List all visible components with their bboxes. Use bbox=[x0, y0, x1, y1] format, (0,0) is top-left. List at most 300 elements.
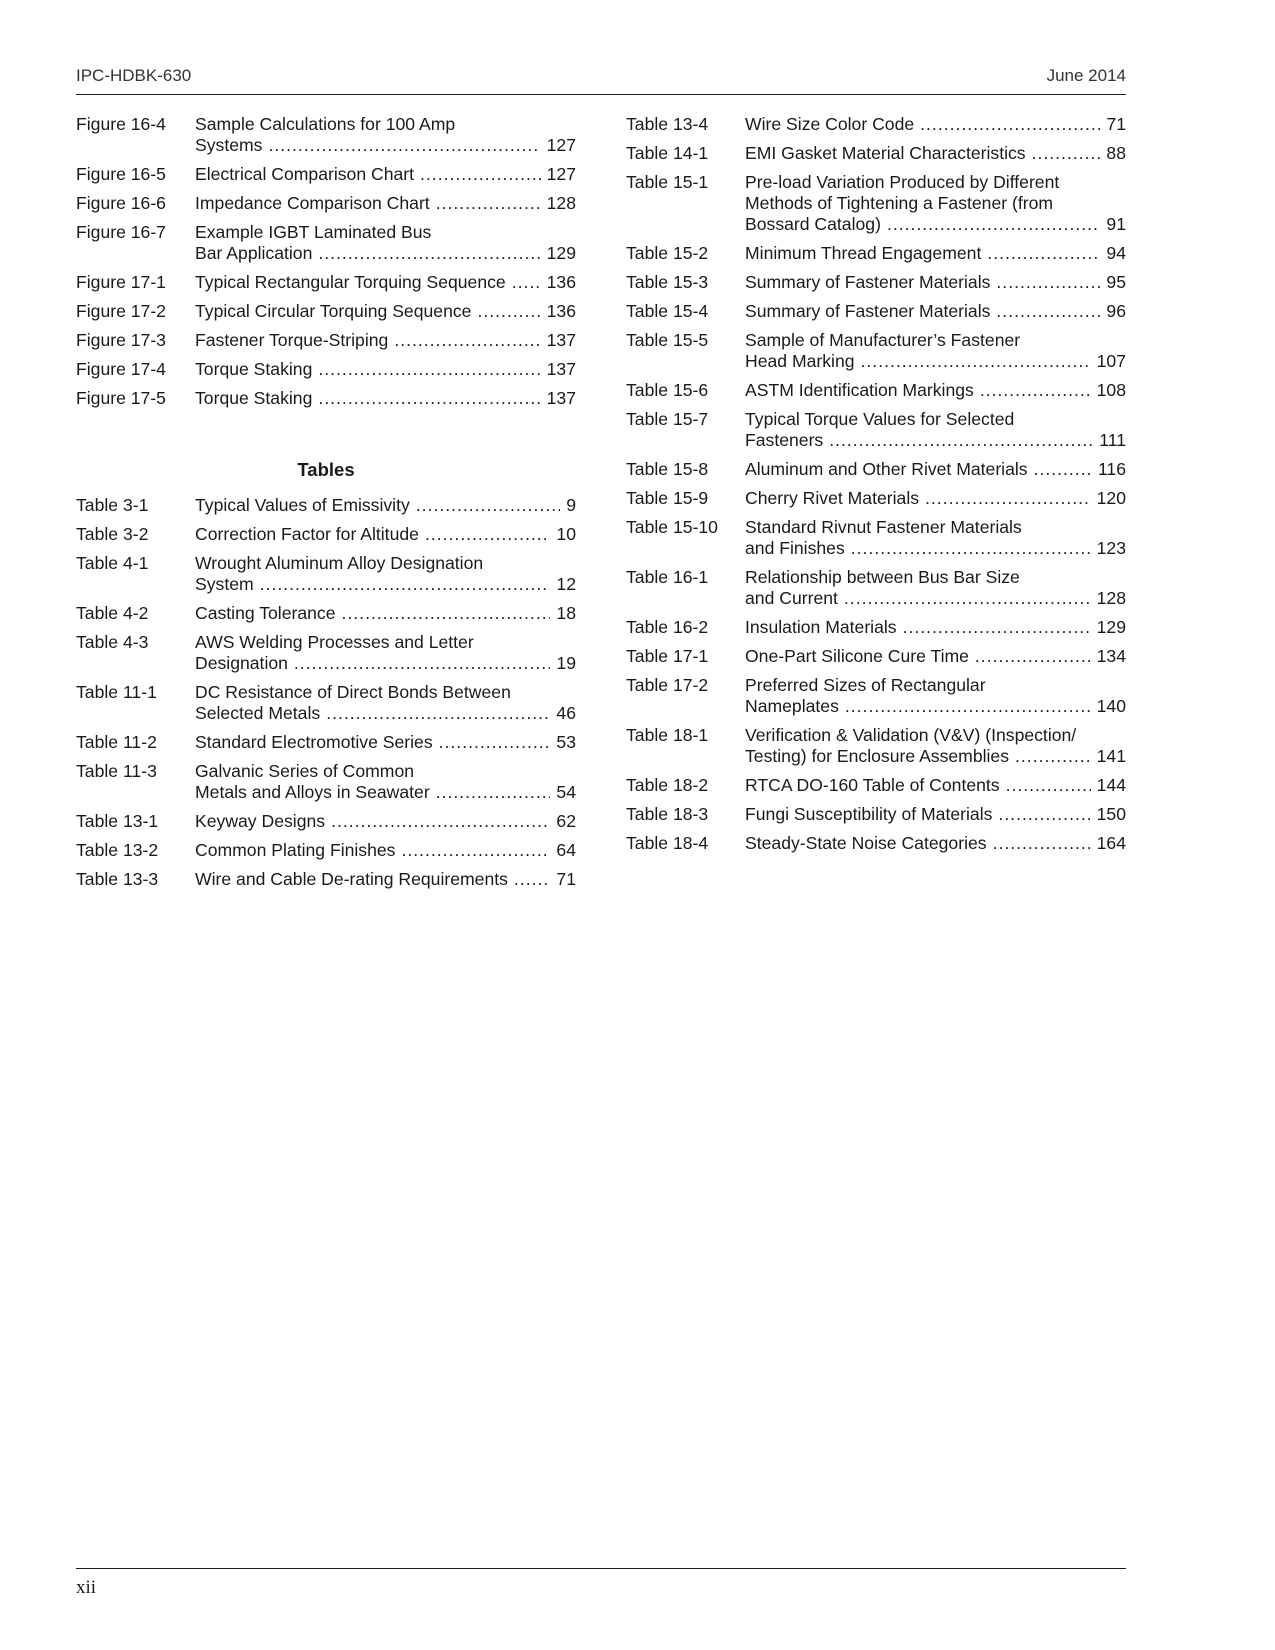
dot-leader bbox=[996, 301, 1100, 322]
toc-entry-last-line bbox=[195, 272, 576, 293]
toc-entry-title-line: AWS Welding Processes and Letter bbox=[195, 632, 474, 652]
toc-entry[interactable] bbox=[76, 682, 576, 724]
toc-entry-body bbox=[195, 869, 576, 890]
toc-entry-title-line: Testing) for Enclosure Assemblies bbox=[745, 746, 1010, 766]
toc-entry-label: Table 16-1 bbox=[626, 567, 709, 587]
dot-leader bbox=[829, 430, 1093, 451]
dot-leader bbox=[1015, 746, 1091, 767]
toc-entry-title-line: System bbox=[195, 574, 254, 594]
toc-entry-last-line bbox=[745, 746, 1126, 767]
dot-leader bbox=[260, 574, 551, 595]
dot-leader bbox=[1032, 143, 1101, 164]
toc-entry-label: Figure 16-6 bbox=[76, 193, 166, 213]
toc-entry-label: Table 15-4 bbox=[626, 301, 709, 321]
dot-leader bbox=[477, 301, 540, 322]
toc-entry-page-number: 71 bbox=[556, 869, 576, 889]
toc-entry-page-number: 107 bbox=[1096, 351, 1126, 371]
toc-entry-body bbox=[195, 301, 576, 322]
toc-entry[interactable] bbox=[76, 869, 576, 890]
toc-entry-label: Table 17-1 bbox=[626, 646, 709, 666]
toc-entry-page-number: 164 bbox=[1096, 833, 1126, 853]
toc-entry-last-line bbox=[745, 214, 1126, 235]
toc-entry[interactable] bbox=[626, 301, 1126, 322]
toc-entry-body bbox=[745, 143, 1126, 164]
toc-entry-body bbox=[195, 388, 576, 409]
toc-entry[interactable] bbox=[76, 811, 576, 832]
toc-entry-body bbox=[745, 725, 1126, 767]
toc-right-column bbox=[626, 114, 1126, 862]
page-footer bbox=[76, 1568, 1126, 1598]
toc-entry-label: Figure 17-3 bbox=[76, 330, 166, 350]
toc-entry-label: Figure 16-7 bbox=[76, 222, 166, 242]
dot-leader bbox=[514, 869, 551, 890]
toc-entry-label: Figure 17-4 bbox=[76, 359, 166, 379]
toc-entry-body bbox=[195, 359, 576, 380]
dot-leader bbox=[1034, 459, 1092, 480]
toc-entry-page-number: 19 bbox=[556, 653, 576, 673]
toc-entry-label: Table 14-1 bbox=[626, 143, 709, 163]
toc-entry[interactable] bbox=[76, 301, 576, 322]
toc-entry-title-line: Designation bbox=[195, 653, 288, 673]
toc-entry-title-line: Fungi Susceptibility of Materials bbox=[745, 804, 993, 824]
dot-leader bbox=[980, 380, 1091, 401]
toc-entry-title-line: Systems bbox=[195, 135, 263, 155]
toc-entry-title-line: Standard Electromotive Series bbox=[195, 732, 433, 752]
toc-entry-title-line: ASTM Identification Markings bbox=[745, 380, 974, 400]
dot-leader bbox=[294, 653, 551, 674]
toc-entry-title-line: Nameplates bbox=[745, 696, 839, 716]
toc-entry[interactable] bbox=[76, 193, 576, 214]
dot-leader bbox=[920, 114, 1100, 135]
toc-entry-body bbox=[195, 632, 576, 674]
toc-entry-title-line: Typical Rectangular Torquing Sequence bbox=[195, 272, 506, 292]
toc-entry[interactable] bbox=[626, 646, 1126, 667]
dot-leader bbox=[436, 782, 551, 803]
toc-entry-last-line bbox=[745, 588, 1126, 609]
toc-entry-title-line: Metals and Alloys in Seawater bbox=[195, 782, 430, 802]
toc-entry-label: Figure 17-2 bbox=[76, 301, 166, 321]
toc-entry[interactable] bbox=[76, 388, 576, 409]
dot-leader bbox=[993, 833, 1091, 854]
toc-entry-label: Table 15-2 bbox=[626, 243, 709, 263]
toc-entry-page-number: 137 bbox=[546, 388, 576, 408]
toc-entry[interactable] bbox=[626, 488, 1126, 509]
dot-leader bbox=[975, 646, 1091, 667]
toc-entry[interactable] bbox=[76, 330, 576, 351]
toc-entry-last-line bbox=[195, 164, 576, 185]
toc-entry[interactable] bbox=[76, 761, 576, 803]
toc-entry-last-line bbox=[195, 495, 576, 516]
dot-leader bbox=[512, 272, 541, 293]
dot-leader bbox=[318, 359, 540, 380]
toc-entry-last-line bbox=[195, 603, 576, 624]
toc-entry-label: Table 15-6 bbox=[626, 380, 709, 400]
dot-leader bbox=[318, 243, 540, 264]
dot-leader bbox=[416, 495, 560, 516]
toc-entry-label: Table 4-3 bbox=[76, 632, 149, 652]
toc-entry-page-number: 12 bbox=[556, 574, 576, 594]
toc-entry-title-line: Methods of Tightening a Fastener (from bbox=[745, 193, 1054, 213]
toc-entry-title-line: and Finishes bbox=[745, 538, 845, 558]
toc-entry-page-number: 134 bbox=[1096, 646, 1126, 666]
toc-entry-title-line: Aluminum and Other Rivet Materials bbox=[745, 459, 1028, 479]
toc-entry-label: Table 15-5 bbox=[626, 330, 709, 350]
toc-entry-label: Table 11-3 bbox=[76, 761, 157, 781]
toc-entry-title-line: Selected Metals bbox=[195, 703, 321, 723]
dot-leader bbox=[394, 330, 540, 351]
toc-entry-last-line bbox=[195, 732, 576, 753]
toc-entry-title-line: Insulation Materials bbox=[745, 617, 897, 637]
toc-entry-label: Figure 16-5 bbox=[76, 164, 166, 184]
toc-entry-last-line bbox=[195, 301, 576, 322]
toc-entry-title-line: Correction Factor for Altitude bbox=[195, 524, 419, 544]
toc-entry-last-line bbox=[195, 869, 576, 890]
toc-entry-page-number: 150 bbox=[1096, 804, 1126, 824]
toc-entry-label: Table 15-7 bbox=[626, 409, 709, 429]
toc-entry[interactable] bbox=[626, 725, 1126, 767]
toc-entry-page-number: 144 bbox=[1096, 775, 1126, 795]
toc-entry-label: Table 13-3 bbox=[76, 869, 159, 889]
toc-entry-last-line bbox=[195, 653, 576, 674]
toc-entry-body bbox=[745, 833, 1126, 854]
document-date: June 2014 bbox=[1046, 66, 1126, 85]
dot-leader bbox=[318, 388, 540, 409]
toc-entry-body bbox=[195, 761, 576, 803]
toc-entry-last-line bbox=[195, 574, 576, 595]
toc-entry-last-line bbox=[745, 646, 1126, 667]
table-list bbox=[76, 495, 576, 890]
toc-entry-label: Table 13-4 bbox=[626, 114, 709, 134]
toc-entry-title-line: Fastener Torque-Striping bbox=[195, 330, 389, 350]
toc-entry-last-line bbox=[745, 459, 1126, 480]
toc-entry-label: Table 4-1 bbox=[76, 553, 149, 573]
toc-entry-last-line bbox=[745, 114, 1126, 135]
toc-entry-last-line bbox=[195, 524, 576, 545]
toc-entry-title-line: Preferred Sizes of Rectangular bbox=[745, 675, 986, 695]
dot-leader bbox=[342, 603, 551, 624]
toc-entry[interactable] bbox=[626, 114, 1126, 135]
dot-leader bbox=[925, 488, 1091, 509]
toc-entry[interactable] bbox=[626, 459, 1126, 480]
toc-entry[interactable] bbox=[626, 330, 1126, 372]
toc-entry-title-line: Standard Rivnut Fastener Materials bbox=[745, 517, 1022, 537]
toc-entry-title-line: Relationship between Bus Bar Size bbox=[745, 567, 1020, 587]
toc-entry-page-number: 91 bbox=[1106, 214, 1126, 234]
toc-entry-body bbox=[195, 330, 576, 351]
toc-entry-body bbox=[745, 172, 1126, 235]
dot-leader bbox=[903, 617, 1091, 638]
dot-leader bbox=[851, 538, 1091, 559]
toc-entry-body bbox=[745, 775, 1126, 796]
toc-entry-label: Table 13-2 bbox=[76, 840, 159, 860]
toc-entry-page-number: 140 bbox=[1096, 696, 1126, 716]
toc-entry-title-line: Typical Values of Emissivity bbox=[195, 495, 410, 515]
toc-entry[interactable] bbox=[626, 380, 1126, 401]
toc-entry-page-number: 108 bbox=[1096, 380, 1126, 400]
toc-entry-page-number: 18 bbox=[556, 603, 576, 623]
dot-leader bbox=[401, 840, 550, 861]
toc-entry-last-line bbox=[745, 538, 1126, 559]
toc-entry[interactable] bbox=[626, 243, 1126, 264]
toc-entry-page-number: 62 bbox=[556, 811, 576, 831]
toc-entry-label: Table 3-2 bbox=[76, 524, 149, 544]
toc-entry-body bbox=[195, 222, 576, 264]
toc-entry[interactable] bbox=[626, 409, 1126, 451]
toc-entry[interactable] bbox=[626, 617, 1126, 638]
toc-entry[interactable] bbox=[76, 359, 576, 380]
toc-entry-body bbox=[195, 114, 576, 156]
toc-entry-body bbox=[745, 409, 1126, 451]
toc-entry-page-number: 128 bbox=[546, 193, 576, 213]
toc-entry-title-line: Summary of Fastener Materials bbox=[745, 272, 991, 292]
toc-entry-last-line bbox=[745, 380, 1126, 401]
dot-leader bbox=[420, 164, 541, 185]
toc-entry-body bbox=[195, 682, 576, 724]
toc-entry[interactable] bbox=[626, 833, 1126, 854]
toc-entry-title-line: Bossard Catalog) bbox=[745, 214, 881, 234]
toc-entry-page-number: 94 bbox=[1106, 243, 1126, 263]
toc-entry-body bbox=[745, 380, 1126, 401]
toc-entry[interactable] bbox=[76, 495, 576, 516]
toc-entry-label: Figure 17-1 bbox=[76, 272, 166, 292]
toc-entry-page-number: 95 bbox=[1106, 272, 1126, 292]
toc-entry-body bbox=[195, 524, 576, 545]
toc-entry[interactable] bbox=[76, 553, 576, 595]
toc-entry-last-line bbox=[745, 804, 1126, 825]
page-header bbox=[76, 62, 1126, 95]
toc-entry[interactable] bbox=[626, 143, 1126, 164]
toc-entry-title-line: Verification & Validation (V&V) (Inspection/ bbox=[745, 725, 1077, 745]
dot-leader bbox=[268, 135, 540, 156]
toc-entry[interactable] bbox=[76, 222, 576, 264]
toc-entry-title-line: and Current bbox=[745, 588, 838, 608]
toc-entry-title-line: Typical Torque Values for Selected bbox=[745, 409, 1015, 429]
toc-entry-page-number: 136 bbox=[546, 272, 576, 292]
toc-entry-body bbox=[195, 811, 576, 832]
toc-entry-title-line: EMI Gasket Material Characteristics bbox=[745, 143, 1026, 163]
toc-entry-label: Table 11-2 bbox=[76, 732, 157, 752]
toc-entry[interactable] bbox=[626, 172, 1126, 235]
toc-entry-page-number: 71 bbox=[1106, 114, 1126, 134]
toc-entry[interactable] bbox=[626, 775, 1126, 796]
toc-entry[interactable] bbox=[626, 804, 1126, 825]
toc-entry-page-number: 129 bbox=[546, 243, 576, 263]
toc-entry-last-line bbox=[195, 359, 576, 380]
toc-entry-body bbox=[745, 272, 1126, 293]
figure-list bbox=[76, 114, 576, 409]
toc-entry-body bbox=[195, 164, 576, 185]
toc-entry[interactable] bbox=[76, 272, 576, 293]
toc-entry-label: Table 15-3 bbox=[626, 272, 709, 292]
toc-entry-title-line: Torque Staking bbox=[195, 388, 313, 408]
dot-leader bbox=[996, 272, 1100, 293]
toc-entry-last-line bbox=[745, 243, 1126, 264]
toc-entry-title-line: Bar Application bbox=[195, 243, 313, 263]
toc-entry-page-number: 137 bbox=[546, 359, 576, 379]
toc-entry-title-line: Electrical Comparison Chart bbox=[195, 164, 415, 184]
toc-entry-last-line bbox=[195, 330, 576, 351]
dot-leader bbox=[1006, 775, 1091, 796]
toc-entry-last-line bbox=[195, 135, 576, 156]
toc-entry-page-number: 116 bbox=[1097, 459, 1126, 479]
toc-entry[interactable] bbox=[76, 840, 576, 861]
toc-entry[interactable] bbox=[626, 567, 1126, 609]
toc-entry-page-number: 9 bbox=[566, 495, 576, 515]
toc-entry-title-line: Fasteners bbox=[745, 430, 824, 450]
toc-entry-title-line: Typical Circular Torquing Sequence bbox=[195, 301, 472, 321]
toc-entry[interactable] bbox=[76, 732, 576, 753]
toc-entry-label: Table 18-3 bbox=[626, 804, 709, 824]
toc-entry-label: Figure 17-5 bbox=[76, 388, 166, 408]
toc-entry-last-line bbox=[195, 703, 576, 724]
tables-section-title: Tables bbox=[297, 459, 355, 480]
toc-entry-title-line: DC Resistance of Direct Bonds Between bbox=[195, 682, 511, 702]
toc-entry-label: Table 16-2 bbox=[626, 617, 709, 637]
toc-entry-body bbox=[195, 495, 576, 516]
toc-entry-last-line bbox=[195, 193, 576, 214]
toc-entry-label: Table 18-1 bbox=[626, 725, 709, 745]
dot-leader bbox=[436, 193, 541, 214]
toc-entry-body bbox=[195, 732, 576, 753]
toc-entry-page-number: 46 bbox=[556, 703, 576, 723]
toc-entry-title-line: Wrought Aluminum Alloy Designation bbox=[195, 553, 484, 573]
toc-entry-title-line: Head Marking bbox=[745, 351, 855, 371]
toc-entry-last-line bbox=[195, 243, 576, 264]
page-number: xii bbox=[76, 1577, 97, 1598]
toc-entry-title-line: Impedance Comparison Chart bbox=[195, 193, 430, 213]
toc-entry-body bbox=[745, 243, 1126, 264]
toc-entry-title-line: Galvanic Series of Common bbox=[195, 761, 415, 781]
toc-entry-page-number: 120 bbox=[1096, 488, 1126, 508]
toc-entry-title-line: Keyway Designs bbox=[195, 811, 326, 831]
toc-entry-body bbox=[745, 804, 1126, 825]
toc-entry-body bbox=[195, 840, 576, 861]
toc-entry-page-number: 127 bbox=[546, 135, 576, 155]
toc-entry-label: Table 13-1 bbox=[76, 811, 159, 831]
toc-entry-title-line: RTCA DO-160 Table of Contents bbox=[745, 775, 1000, 795]
toc-entry-last-line bbox=[745, 351, 1126, 372]
toc-entry-body bbox=[745, 459, 1126, 480]
toc-entry-page-number: 137 bbox=[546, 330, 576, 350]
toc-entry[interactable] bbox=[626, 272, 1126, 293]
dot-leader bbox=[887, 214, 1100, 235]
toc-entry-title-line: Pre-load Variation Produced by Different bbox=[745, 172, 1060, 192]
toc-entry-body bbox=[745, 114, 1126, 135]
toc-entry-last-line bbox=[745, 301, 1126, 322]
toc-entry-title-line: Summary of Fastener Materials bbox=[745, 301, 991, 321]
toc-entry-label: Table 4-2 bbox=[76, 603, 149, 623]
toc-entry-label: Table 18-4 bbox=[626, 833, 709, 853]
toc-entry-label: Table 17-2 bbox=[626, 675, 709, 695]
dot-leader bbox=[861, 351, 1091, 372]
toc-entry-title-line: Steady-State Noise Categories bbox=[745, 833, 987, 853]
toc-entry[interactable] bbox=[76, 632, 576, 674]
toc-entry-page-number: 128 bbox=[1096, 588, 1126, 608]
toc-entry-label: Table 3-1 bbox=[76, 495, 149, 515]
table-list bbox=[626, 114, 1126, 854]
toc-entry-page-number: 127 bbox=[546, 164, 576, 184]
toc-entry[interactable] bbox=[76, 164, 576, 185]
toc-entry-page-number: 123 bbox=[1096, 538, 1126, 558]
toc-entry-body bbox=[745, 646, 1126, 667]
toc-entry-title-line: Sample Calculations for 100 Amp bbox=[195, 114, 456, 134]
dot-leader bbox=[425, 524, 550, 545]
toc-entry-title-line: Common Plating Finishes bbox=[195, 840, 396, 860]
toc-entry-page-number: 88 bbox=[1106, 143, 1126, 163]
toc-entry-body bbox=[745, 675, 1126, 717]
toc-entry-body bbox=[745, 517, 1126, 559]
toc-entry-last-line bbox=[745, 696, 1126, 717]
toc-entry-body bbox=[745, 617, 1126, 638]
dot-leader bbox=[844, 588, 1091, 609]
toc-entry-last-line bbox=[745, 833, 1126, 854]
toc-entry-last-line bbox=[745, 617, 1126, 638]
toc-entry-body bbox=[745, 301, 1126, 322]
toc-entry-page-number: 54 bbox=[556, 782, 576, 802]
toc-entry-title-line: Sample of Manufacturer’s Fastener bbox=[745, 330, 1021, 350]
toc-entry-last-line bbox=[745, 488, 1126, 509]
dot-leader bbox=[987, 243, 1100, 264]
toc-entry-last-line bbox=[195, 388, 576, 409]
dot-leader bbox=[326, 703, 550, 724]
toc-entry-last-line bbox=[745, 775, 1126, 796]
toc-entry-label: Table 15-9 bbox=[626, 488, 709, 508]
toc-entry-title-line: Minimum Thread Engagement bbox=[745, 243, 982, 263]
toc-entry-label: Figure 16-4 bbox=[76, 114, 166, 134]
toc-entry-page-number: 136 bbox=[546, 301, 576, 321]
toc-entry-label: Table 18-2 bbox=[626, 775, 709, 795]
toc-entry-last-line bbox=[745, 272, 1126, 293]
toc-entry-label: Table 11-1 bbox=[76, 682, 157, 702]
toc-entry-title-line: One-Part Silicone Cure Time bbox=[745, 646, 969, 666]
toc-entry-title-line: Casting Tolerance bbox=[195, 603, 336, 623]
toc-entry-last-line bbox=[195, 840, 576, 861]
toc-entry-body bbox=[745, 330, 1126, 372]
toc-entry-title-line: Wire and Cable De-rating Requirements bbox=[195, 869, 508, 889]
dot-leader bbox=[845, 696, 1091, 717]
toc-entry-last-line bbox=[745, 143, 1126, 164]
dot-leader bbox=[998, 804, 1090, 825]
toc-entry-page-number: 141 bbox=[1096, 746, 1126, 766]
toc-entry-page-number: 111 bbox=[1099, 430, 1126, 450]
toc-left-column bbox=[76, 114, 576, 898]
toc-entry-page-number: 10 bbox=[556, 524, 576, 544]
toc-entry[interactable] bbox=[76, 114, 576, 156]
toc-entry[interactable] bbox=[76, 524, 576, 545]
toc-entry-title-line: Cherry Rivet Materials bbox=[745, 488, 920, 508]
toc-entry-body bbox=[745, 567, 1126, 609]
toc-entry-page-number: 129 bbox=[1096, 617, 1126, 637]
toc-entry-label: Table 15-10 bbox=[626, 517, 718, 537]
toc-entry-title-line: Torque Staking bbox=[195, 359, 313, 379]
dot-leader bbox=[331, 811, 550, 832]
toc-entry[interactable] bbox=[626, 675, 1126, 717]
toc-entry-title-line: Wire Size Color Code bbox=[745, 114, 915, 134]
document-id: IPC-HDBK-630 bbox=[76, 66, 192, 85]
toc-entry-body bbox=[195, 603, 576, 624]
toc-entry-label: Table 15-8 bbox=[626, 459, 709, 479]
toc-entry-last-line bbox=[195, 782, 576, 803]
toc-entry-label: Table 15-1 bbox=[626, 172, 709, 192]
toc-entry-body bbox=[195, 553, 576, 595]
toc-entry[interactable] bbox=[76, 603, 576, 624]
toc-entry-last-line bbox=[195, 811, 576, 832]
toc-entry-body bbox=[745, 488, 1126, 509]
toc-entry-body bbox=[195, 193, 576, 214]
toc-entry-page-number: 64 bbox=[556, 840, 576, 860]
toc-entry-title-line: Example IGBT Laminated Bus bbox=[195, 222, 432, 242]
toc-entry[interactable] bbox=[626, 517, 1126, 559]
